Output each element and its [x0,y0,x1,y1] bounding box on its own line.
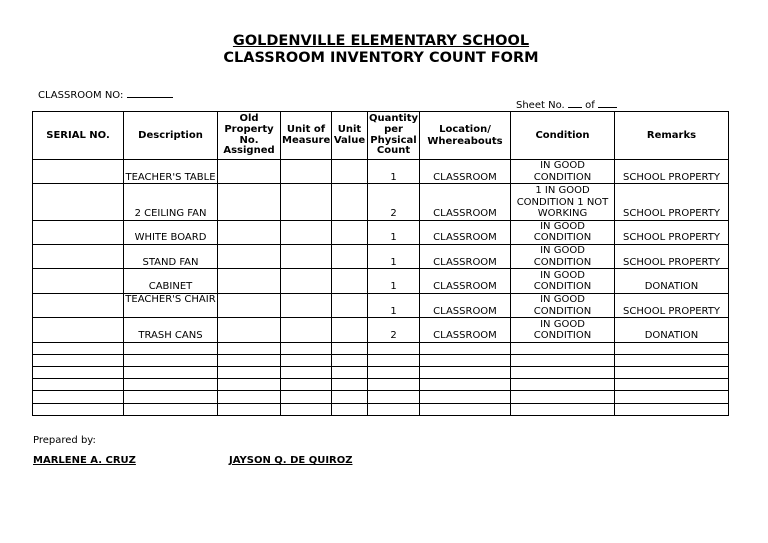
sheet-number [516,98,617,111]
blank-cell[interactable] [218,379,281,391]
cell-remarks: SCHOOL PROPERTY [615,184,729,220]
blank-cell[interactable] [511,354,615,366]
blank-row [33,367,729,379]
blank-cell[interactable] [332,354,368,366]
blank-cell[interactable] [124,342,218,354]
blank-cell[interactable] [124,403,218,415]
blank-cell[interactable] [511,403,615,415]
blank-cell[interactable] [124,367,218,379]
blank-cell[interactable] [368,354,420,366]
cell-old-property[interactable] [218,318,281,342]
cell-remarks: SCHOOL PROPERTY [615,293,729,317]
school-name: GOLDENVILLE ELEMENTARY SCHOOL [232,33,530,49]
cell-unit-measure[interactable] [281,184,332,220]
cell-old-property[interactable] [218,269,281,293]
cell-description: TRASH CANS [124,318,218,342]
blank-cell[interactable] [615,354,729,366]
cell-location: CLASSROOM [420,269,511,293]
blank-cell[interactable] [33,403,124,415]
cell-quantity: 1 [368,293,420,317]
blank-cell[interactable] [33,379,124,391]
classroom-no [38,88,173,101]
cell-unit-value[interactable] [332,220,368,244]
cell-serial[interactable] [33,184,124,220]
prepared-by-label: Prepared by: [33,435,96,446]
blank-cell[interactable] [218,367,281,379]
blank-cell[interactable] [281,379,332,391]
cell-serial[interactable] [33,220,124,244]
sheet-no-field[interactable] [568,98,582,108]
cell-condition: IN GOOD CONDITION [511,318,615,342]
blank-cell[interactable] [420,391,511,403]
blank-cell[interactable] [124,379,218,391]
blank-cell[interactable] [332,379,368,391]
cell-condition: IN GOOD CONDITION [511,160,615,184]
cell-location: CLASSROOM [420,184,511,220]
blank-cell[interactable] [420,354,511,366]
blank-cell[interactable] [420,342,511,354]
blank-cell[interactable] [615,379,729,391]
col-header-quantity: Quantity per Physical Count [368,112,420,160]
cell-remarks: DONATION [615,269,729,293]
cell-description: TEACHER'S TABLE [124,160,218,184]
cell-location: CLASSROOM [420,244,511,268]
cell-remarks: DONATION [615,318,729,342]
cell-unit-value[interactable] [332,269,368,293]
cell-serial[interactable] [33,244,124,268]
blank-cell[interactable] [420,367,511,379]
blank-cell[interactable] [615,391,729,403]
blank-cell[interactable] [281,403,332,415]
cell-description: WHITE BOARD [124,220,218,244]
signatory-1: MARLENE A. CRUZ [33,455,136,466]
table-row [33,184,729,220]
blank-row [33,379,729,391]
blank-cell[interactable] [615,342,729,354]
blank-cell[interactable] [511,379,615,391]
cell-location: CLASSROOM [420,160,511,184]
col-header-unit-measure: Unit of Measure [281,112,332,160]
cell-location: CLASSROOM [420,293,511,317]
blank-cell[interactable] [218,403,281,415]
sheet-of-label: of [585,100,595,111]
blank-row [33,342,729,354]
classroom-no-label: CLASSROOM NO: [38,90,124,101]
cell-quantity: 2 [368,184,420,220]
blank-cell[interactable] [124,391,218,403]
col-header-description: Description [124,112,218,160]
table-row [33,269,729,293]
col-header-serial: SERIAL NO. [33,112,124,160]
classroom-no-field[interactable] [127,88,173,98]
blank-cell[interactable] [332,367,368,379]
col-header-location: Location/ Whereabouts [420,112,511,160]
blank-cell[interactable] [332,391,368,403]
blank-cell[interactable] [33,354,124,366]
blank-cell[interactable] [368,391,420,403]
cell-unit-measure[interactable] [281,293,332,317]
cell-unit-value[interactable] [332,293,368,317]
cell-description: STAND FAN [124,244,218,268]
cell-quantity: 1 [368,244,420,268]
cell-condition: IN GOOD CONDITION [511,293,615,317]
table-row [33,220,729,244]
blank-cell[interactable] [281,367,332,379]
cell-quantity: 1 [368,160,420,184]
cell-quantity: 2 [368,318,420,342]
blank-cell[interactable] [511,367,615,379]
blank-cell[interactable] [33,391,124,403]
inventory-table [32,111,729,416]
cell-old-property[interactable] [218,220,281,244]
blank-cell[interactable] [218,354,281,366]
cell-unit-measure[interactable] [281,220,332,244]
blank-cell[interactable] [218,391,281,403]
cell-unit-measure[interactable] [281,269,332,293]
cell-old-property[interactable] [218,293,281,317]
cell-unit-value[interactable] [332,318,368,342]
cell-condition: IN GOOD CONDITION [511,269,615,293]
cell-unit-value[interactable] [332,160,368,184]
cell-condition: IN GOOD CONDITION [511,244,615,268]
blank-cell[interactable] [281,354,332,366]
blank-cell[interactable] [615,403,729,415]
cell-description: TEACHER'S CHAIR [124,293,218,317]
blank-cell[interactable] [368,367,420,379]
col-header-remarks: Remarks [615,112,729,160]
table-row [33,293,729,317]
table-row [33,160,729,184]
col-header-unit-value: Unit Value [332,112,368,160]
cell-condition: 1 IN GOOD CONDITION 1 NOT WORKING [511,184,615,220]
blank-cell[interactable] [332,403,368,415]
table-row [33,318,729,342]
cell-old-property[interactable] [218,184,281,220]
col-header-old-property: Old Property No. Assigned [218,112,281,160]
cell-unit-measure[interactable] [281,160,332,184]
table-row [33,244,729,268]
blank-cell[interactable] [511,391,615,403]
blank-cell[interactable] [33,342,124,354]
cell-remarks: SCHOOL PROPERTY [615,244,729,268]
cell-remarks: SCHOOL PROPERTY [615,220,729,244]
cell-location: CLASSROOM [420,318,511,342]
blank-cell[interactable] [281,391,332,403]
blank-cell[interactable] [281,342,332,354]
cell-location: CLASSROOM [420,220,511,244]
blank-cell[interactable] [332,342,368,354]
blank-row [33,403,729,415]
sheet-label: Sheet No. [516,100,565,111]
cell-unit-value[interactable] [332,184,368,220]
cell-unit-measure[interactable] [281,244,332,268]
blank-cell[interactable] [124,354,218,366]
cell-description: 2 CEILING FAN [124,184,218,220]
cell-quantity: 1 [368,269,420,293]
cell-serial[interactable] [33,318,124,342]
cell-serial[interactable] [33,160,124,184]
cell-description: CABINET [124,269,218,293]
cell-serial[interactable] [33,293,124,317]
cell-old-property[interactable] [218,160,281,184]
blank-row [33,354,729,366]
sheet-total-field[interactable] [598,98,617,108]
col-header-condition: Condition [511,112,615,160]
cell-old-property[interactable] [218,244,281,268]
blank-row [33,391,729,403]
blank-cell[interactable] [615,367,729,379]
blank-cell[interactable] [511,342,615,354]
cell-unit-measure[interactable] [281,318,332,342]
blank-cell[interactable] [218,342,281,354]
cell-quantity: 1 [368,220,420,244]
blank-cell[interactable] [420,379,511,391]
cell-condition: IN GOOD CONDITION [511,220,615,244]
blank-cell[interactable] [33,367,124,379]
blank-cell[interactable] [368,403,420,415]
blank-cell[interactable] [368,342,420,354]
form-title: CLASSROOM INVENTORY COUNT FORM [223,50,539,66]
cell-serial[interactable] [33,269,124,293]
blank-cell[interactable] [368,379,420,391]
signatory-2: JAYSON Q. DE QUIROZ [229,455,353,466]
cell-unit-value[interactable] [332,244,368,268]
cell-remarks: SCHOOL PROPERTY [615,160,729,184]
header-row [33,112,729,160]
blank-cell[interactable] [420,403,511,415]
